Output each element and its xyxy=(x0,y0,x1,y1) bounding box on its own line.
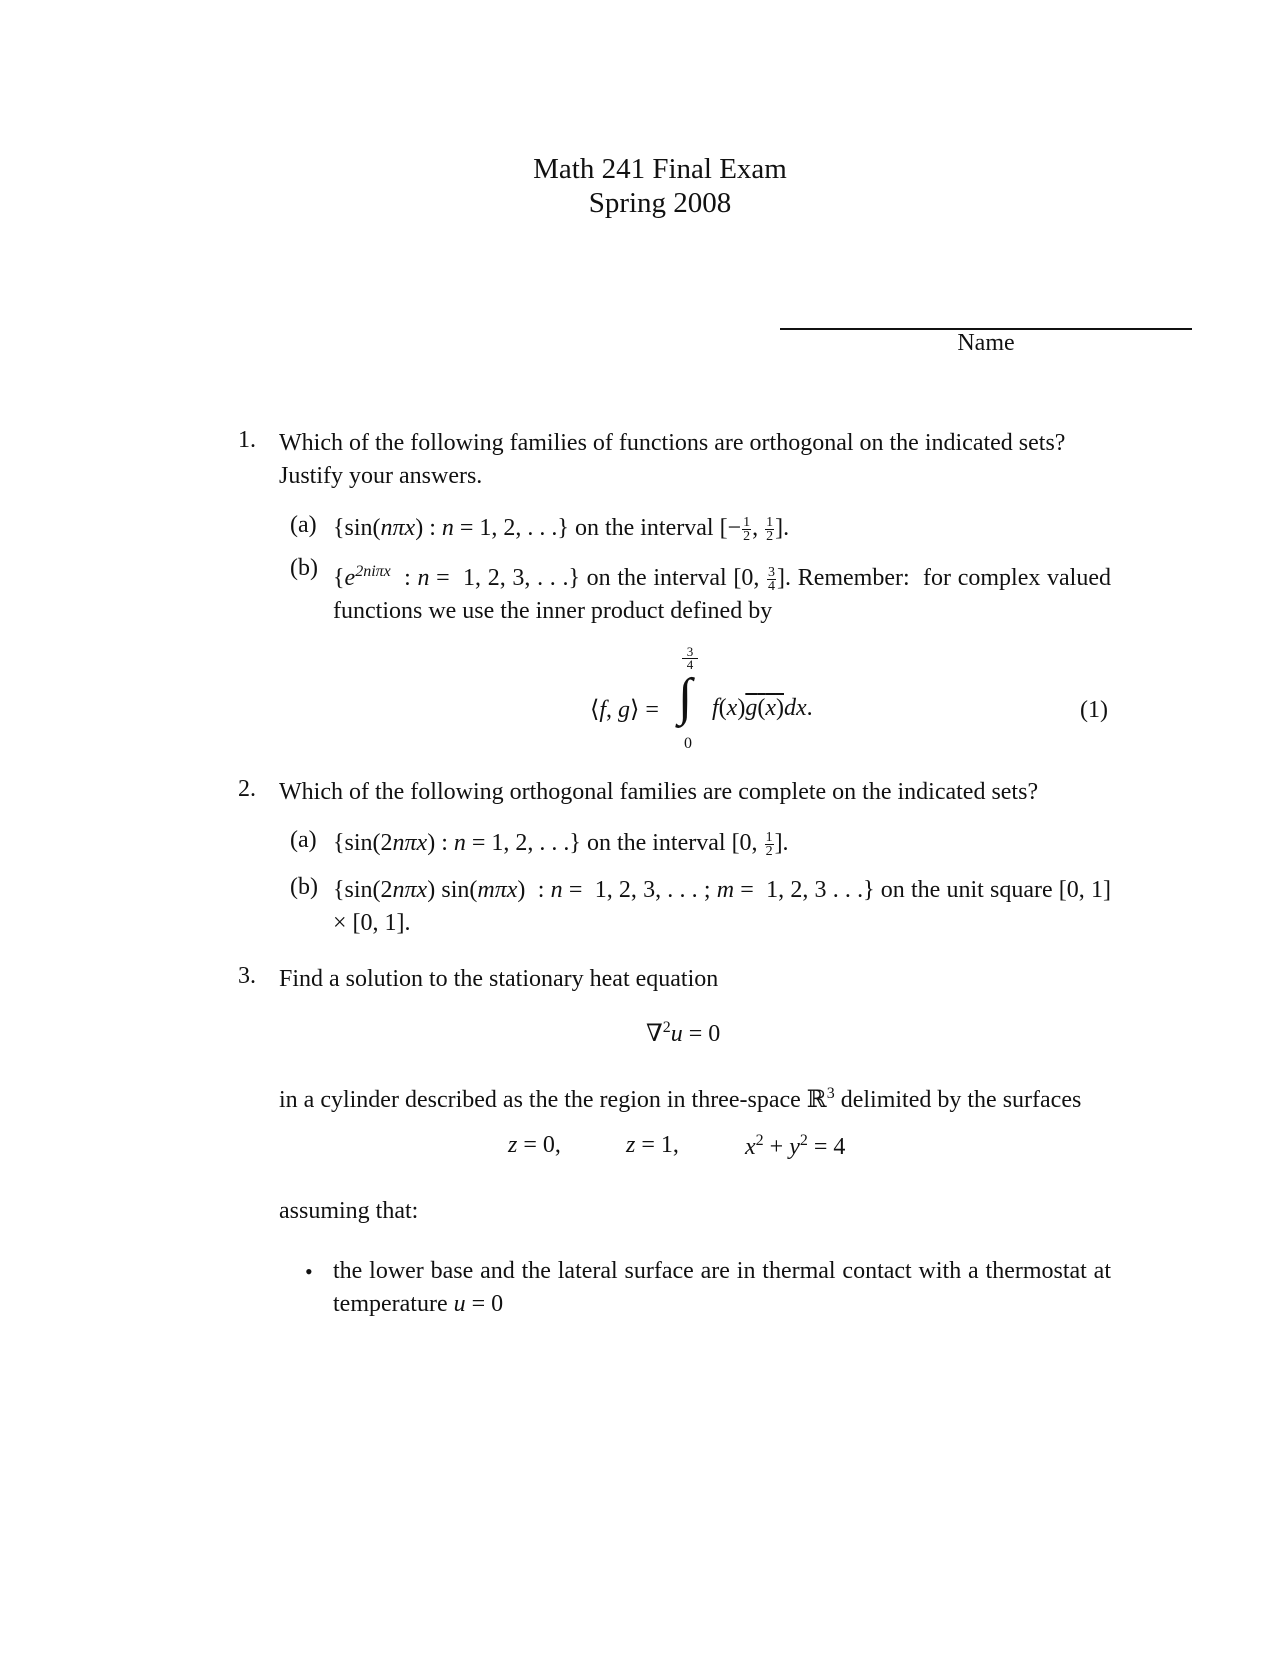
question-3-number: 3. xyxy=(238,963,256,989)
question-2b-label: (b) xyxy=(290,874,318,900)
integral-sign: ∫ xyxy=(678,669,693,726)
question-3-text-3: assuming that: xyxy=(279,1198,419,1224)
name-label: Name xyxy=(957,330,1015,356)
integral-lower-limit: 0 xyxy=(684,735,692,752)
equation-number: (1) xyxy=(1080,697,1108,723)
surface-cylinder: $x^2 + y^2 = 4$ xyxy=(745,1132,846,1160)
exam-title xyxy=(0,152,1280,220)
surface-z0: z = 0, xyxy=(508,1132,561,1158)
inner-product-lhs: ⟨f, g⟩ = xyxy=(590,697,659,723)
question-1b-text: {$e^{2ni\pi x}$ : n = 1, 2, 3, . . .} on the interval [0, $\frac{3}{4}$ ]. Remember: for complex valued functions we use the inner product defined by xyxy=(333,563,1111,624)
bullet-icon: • xyxy=(305,1259,313,1284)
title-line-2: Spring 2008 xyxy=(588,187,732,219)
question-3-text-2: in a cylinder described as the the region in three-space ℝ$^3$ delimited by the surfaces xyxy=(279,1085,1082,1113)
question-2a-label: (a) xyxy=(290,827,317,853)
question-1-text: Which of the following families of functions are orthogonal on the indicated sets? Justify your answers. xyxy=(279,430,1066,489)
laplace-equation: ∇$^2$u = 0 xyxy=(646,1019,721,1047)
question-2b-text: {sin(2nπx) sin(mπx) : n = 1, 2, 3, . . . ; m = 1, 2, 3 . . .} on the unit square [0, 1] × [0, 1]. xyxy=(333,877,1111,936)
question-2-text: Which of the following orthogonal families are complete on the indicated sets? xyxy=(279,779,1039,805)
question-3-bullet-text: the lower base and the lateral surface are in thermal contact with a thermostat at temperature u = 0 xyxy=(333,1258,1111,1317)
integral-upper-limit: 3 4 xyxy=(682,646,698,671)
question-1a-text: {sin(nπx) : n = 1, 2, . . .} on the interval [− $\frac{1}{2}$ , $\frac{1}{2}$ ]. xyxy=(333,514,790,544)
question-1b-label: (b) xyxy=(290,555,318,581)
question-1-number: 1. xyxy=(238,427,256,453)
question-3-text: Find a solution to the stationary heat equation xyxy=(279,966,719,992)
title-line-1: Math 241 Final Exam xyxy=(533,153,787,185)
surface-z1: z = 1, xyxy=(626,1132,679,1158)
question-2a-text: {sin(2nπx) : n = 1, 2, . . .} on the interval [0, $\frac{1}{2}$ ]. xyxy=(333,829,789,859)
question-1a-label: (a) xyxy=(290,512,317,538)
question-2-number: 2. xyxy=(238,776,256,802)
integrand: f(x)g(x)dx. xyxy=(712,695,813,721)
